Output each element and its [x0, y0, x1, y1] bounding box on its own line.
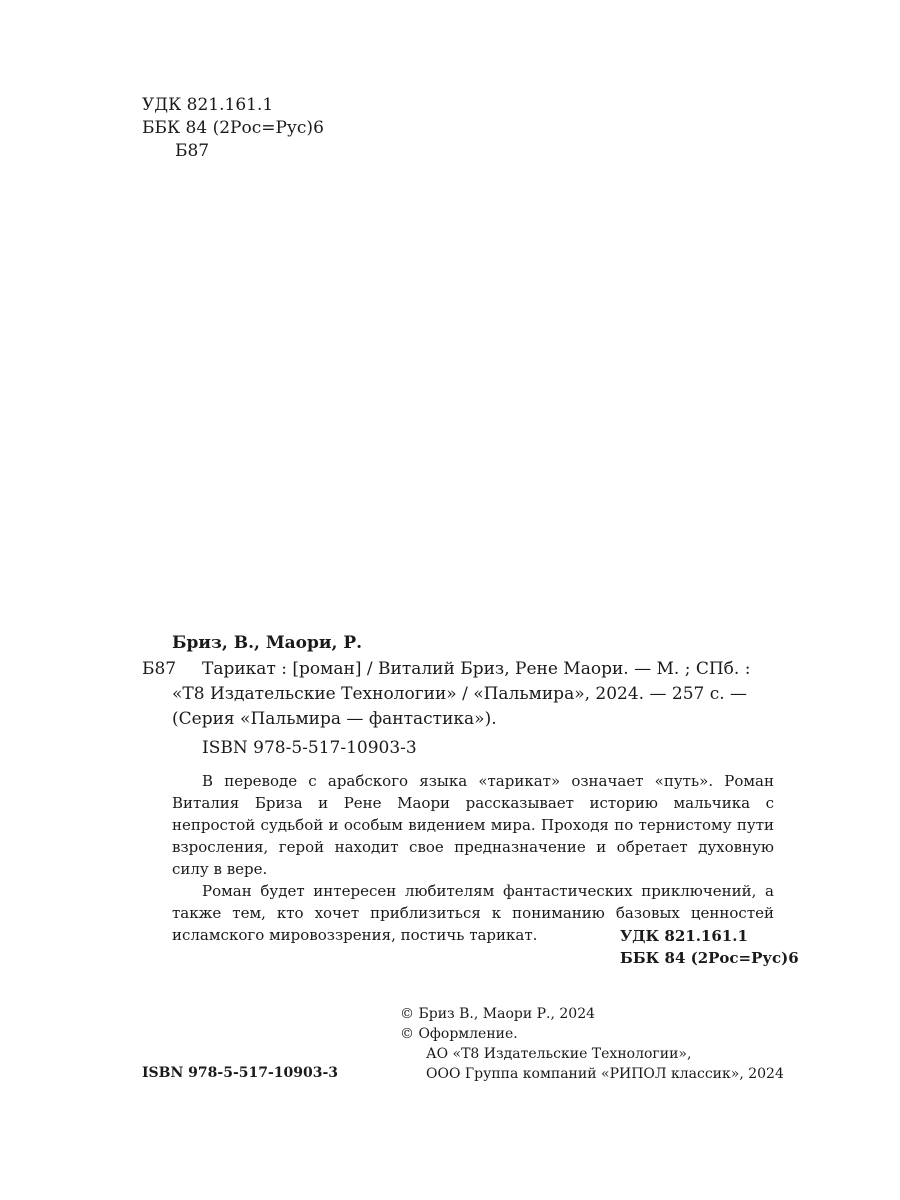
catalog-author-code: Б87 [142, 659, 177, 679]
annotation [172, 770, 774, 946]
catalog-line-2: «Т8 Издательские Технологии» / «Пальмира», 2024. — 257 с. — [172, 684, 748, 704]
copyright-design: © Оформление. [400, 1026, 518, 1042]
catalog-line-3: (Серия «Пальмира — фантастика»). [172, 709, 497, 729]
catalog-line-1: Тарикат : [роман] / Виталий Бриз, Рене Маори. — М. ; СПб. : [202, 659, 751, 679]
annotation-paragraph-2: Роман будет интересен любителям фантастических приключений, а также тем, кто хочет приблизиться к пониманию базовых ценностей исламского мировоззрения, постичь тарикат. [172, 882, 774, 944]
copyright-publisher-2: ООО Группа компаний «РИПОЛ классик», 2024 [426, 1066, 784, 1082]
top-udk: УДК 821.161.1 [142, 95, 274, 115]
isbn-footer: ISBN 978-5-517-10903-3 [142, 1065, 339, 1081]
right-udk: УДК 821.161.1 [620, 927, 748, 945]
top-author-code: Б87 [175, 141, 210, 161]
top-bbk: ББК 84 (2Рос=Рус)6 [142, 118, 324, 138]
annotation-paragraph-1: В переводе с арабского языка «тарикат» означает «путь». Роман Виталия Бриза и Рене Маори рассказывает историю мальчика с непростой судьбой и особым видением мира. Проходя по тернистому пути взросления, герой находит свое предназначение и обретает духовную силу в вере. [172, 772, 774, 878]
right-bbk: ББК 84 (2Рос=Рус)6 [620, 949, 799, 967]
copyright-publisher-1: АО «Т8 Издательские Технологии», [426, 1046, 692, 1062]
catalog-isbn: ISBN 978-5-517-10903-3 [202, 738, 417, 758]
catalog-author: Бриз, В., Маори, Р. [172, 633, 363, 653]
copyright-authors: © Бриз В., Маори Р., 2024 [400, 1006, 596, 1022]
